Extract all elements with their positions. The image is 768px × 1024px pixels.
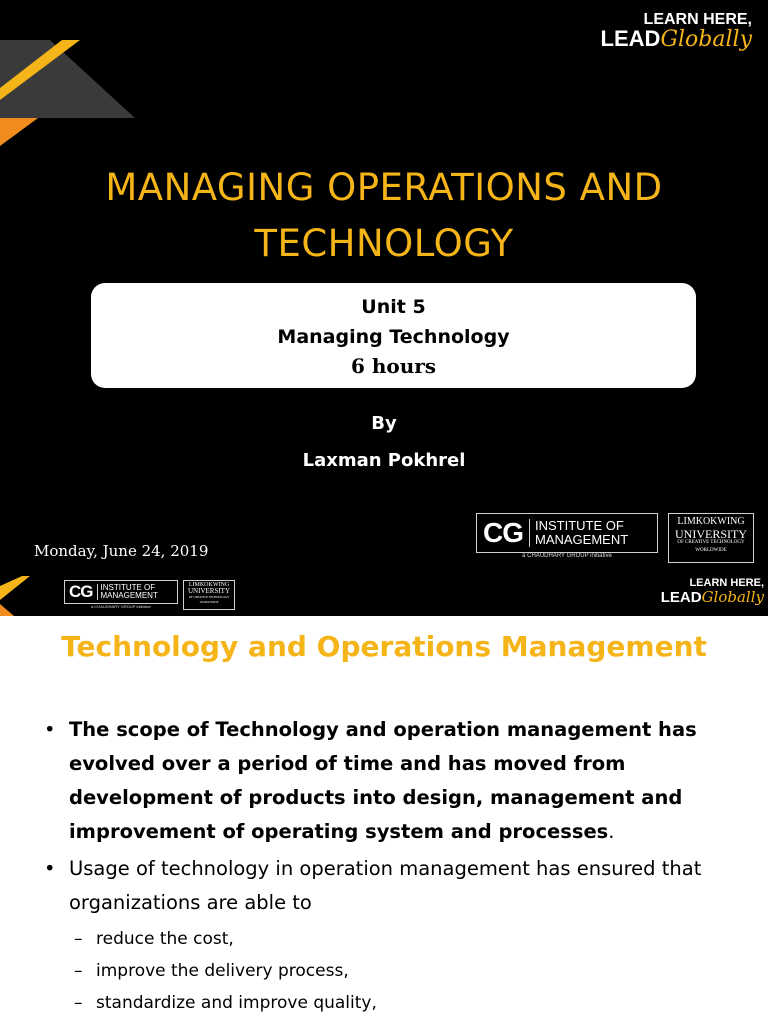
date-label: Monday, June 24, 2019 bbox=[34, 542, 209, 560]
bullet-1-end: . bbox=[608, 820, 615, 843]
lim-line-3: OF CREATIVE TECHNOLOGY bbox=[677, 540, 745, 546]
tagline-script: Globally bbox=[660, 27, 752, 52]
title-line-1: MANAGING OPERATIONS AND bbox=[105, 166, 663, 209]
cg-line-2: MANAGEMENT bbox=[535, 532, 629, 547]
sub-item-text: reduce the cost, bbox=[96, 929, 234, 949]
bullet-list bbox=[44, 713, 744, 1019]
unit-box bbox=[91, 283, 696, 388]
cg-line-2: MANAGEMENT bbox=[100, 591, 158, 600]
cg-logo bbox=[64, 580, 178, 609]
unit-topic: Managing Technology bbox=[277, 326, 510, 348]
corner-decoration bbox=[0, 576, 30, 616]
bullet-dot-icon: • bbox=[44, 857, 56, 880]
bullet-item-2 bbox=[44, 852, 744, 920]
tagline-logo bbox=[661, 578, 764, 605]
tagline-script: Globally bbox=[701, 588, 764, 606]
by-label: By bbox=[371, 413, 397, 434]
sub-item bbox=[44, 987, 744, 1019]
lim-line-4: WORLDWIDE bbox=[199, 599, 219, 604]
cg-letters: CG bbox=[69, 582, 93, 601]
slide-title-heading bbox=[40, 160, 728, 272]
dash-icon: – bbox=[74, 961, 83, 981]
tagline-logo bbox=[601, 12, 752, 51]
bullet-2-text: Usage of technology in operation management has ensured that organizations are able to bbox=[69, 857, 702, 914]
tagline-top: LEARN HERE, bbox=[689, 577, 764, 589]
content-title: Technology and Operations Management bbox=[61, 630, 707, 663]
lim-line-2: UNIVERSITY bbox=[188, 587, 230, 596]
title-line-2: TECHNOLOGY bbox=[254, 222, 514, 265]
sub-item-text: standardize and improve quality, bbox=[96, 993, 377, 1013]
lim-line-4: WORLDWIDE bbox=[695, 548, 727, 554]
cg-line-1: INSTITUTE OF bbox=[535, 518, 624, 534]
cg-line-1: INSTITUTE OF bbox=[100, 582, 156, 592]
sub-item bbox=[44, 955, 744, 987]
lim-line-2: UNIVERSITY bbox=[675, 526, 747, 541]
lim-line-3: OF CREATIVE TECHNOLOGY bbox=[188, 594, 230, 599]
unit-hours: 6 hours bbox=[350, 354, 437, 378]
lim-line-1: LIMKOKWING bbox=[677, 516, 745, 527]
tagline-lead: LEAD bbox=[660, 589, 702, 606]
cg-letters: CG bbox=[483, 517, 523, 548]
dash-icon: – bbox=[74, 929, 83, 949]
tagline-top: LEARN HERE, bbox=[643, 11, 752, 28]
cg-foot: a CHAUDHARY GROUP initiative bbox=[522, 553, 612, 559]
sub-item-text: improve the delivery process, bbox=[96, 961, 349, 981]
bullet-dot-icon: • bbox=[44, 718, 56, 741]
corner-decoration bbox=[0, 0, 140, 150]
limkokwing-logo bbox=[668, 513, 754, 563]
dash-icon: – bbox=[74, 993, 83, 1013]
limkokwing-logo bbox=[183, 580, 235, 610]
cg-foot: a CHAUDHARY GROUP initiative bbox=[91, 604, 151, 609]
sub-item bbox=[44, 923, 744, 955]
cg-logo bbox=[476, 513, 658, 559]
tagline-lead: LEAD bbox=[600, 26, 661, 51]
unit-number: Unit 5 bbox=[361, 296, 426, 318]
bullet-item-1 bbox=[44, 713, 744, 849]
bullet-1-text: The scope of Technology and operation management has evolved over a period of time and has moved from development of products into design, management and improvement of operating system and processes bbox=[69, 718, 697, 843]
author-name: Laxman Pokhrel bbox=[302, 450, 466, 471]
lim-line-1: LIMKOKWING bbox=[188, 582, 230, 588]
